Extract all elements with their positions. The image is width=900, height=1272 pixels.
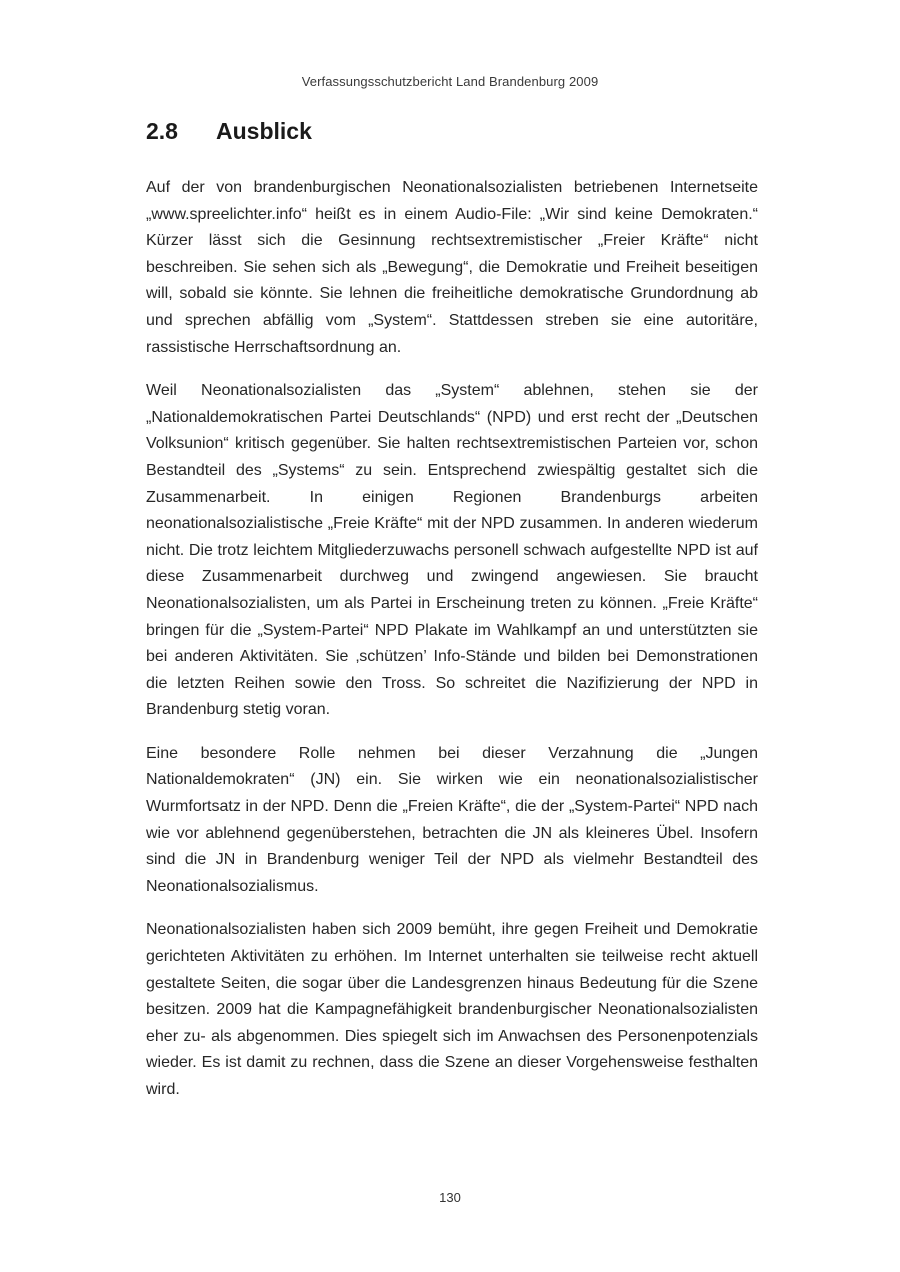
running-header: Verfassungsschutzbericht Land Brandenburg 2009 [301,74,599,89]
paragraph-2: Weil Neonationalsozialisten das „System“ ablehnen, stehen sie der „Nationaldemokratischen Partei Deutschlands“ (NPD) und erst recht der „Deutschen Volksunion“ kritisch gegenüber. Sie halten rechtsextremistischen Parteien vor, schon Bestandteil des „Systems“ zu sein. Entsprechend zwiespältig gestaltet sich die Zusammenarbeit. In einigen Regionen Brandenburgs arbeiten neonationalsozialistische „Freie Kräfte“ mit der NPD zusammen. In anderen wiederum nicht. Die trotz leichtem Mitgliederzuwachs personell schwach aufgestellte NPD ist auf diese Zusammenarbeit durchweg und zwingend angewiesen. Sie braucht Neonationalsozialisten, um als Partei in Erscheinung treten zu können. „Freie Kräfte“ bringen für die „System-Partei“ NPD Plakate im Wahlkampf an und unterstützten sie bei anderen Aktivitäten. Sie ‚schützen’ Info-Stände und bilden bei Demonstrationen die letzten Reihen sowie den Tross. So schreitet die Nazifizierung der NPD in Brandenburg stetig voran. [146,382,758,719]
paragraph-1: Auf der von brandenburgischen Neonationalsozialisten betriebenen Internetseite „www.spreelichter.info“ heißt es in einem Audio-File: „Wir sind keine Demokraten.“ Kürzer lässt sich die Gesinnung rechtsextremistischer „Freier Kräfte“ nicht beschreiben. Sie sehen sich als „Bewegung“, die Demokratie und Freiheit beseitigen will, sobald sie könnte. Sie lehnen die freiheitliche demokratische Grundordnung ab und sprechen abfällig vom „System“. Stattdessen streben sie eine autoritäre, rassistische Herrschaftsordnung an. [146,179,758,356]
section-number: 2.8 [146,118,178,144]
body-text [146,175,758,1121]
page-number: 130 [439,1190,461,1205]
paragraph-4: Neonationalsozialisten haben sich 2009 bemüht, ihre gegen Freiheit und Demokratie gerichteten Aktivitäten zu erhöhen. Im Internet unterhalten sie teilweise recht aktuell gestaltete Seiten, die sogar über die Landesgrenzen hinaus Bedeutung für die Szene besitzen. 2009 hat die Kampagnefähigkeit brandenburgischer Neonationalsozialisten eher zu- als abgenommen. Dies spiegelt sich im Anwachsen des Personenpotenzials wieder. Es ist damit zu rechnen, dass die Szene an dieser Vorgehensweise festhalten wird. [146,921,758,1098]
paragraph-3: Eine besondere Rolle nehmen bei dieser Verzahnung die „Jungen Nationaldemokraten“ (JN) ein. Sie wirken wie ein neonationalsozialistischer Wurmfortsatz in der NPD. Denn die „Freien Kräfte“, die der „System-Partei“ NPD nach wie vor ablehnend gegenüberstehen, betrachten die JN als kleineres Übel. Insofern sind die JN in Brandenburg weniger Teil der NPD als vielmehr Bestandteil des Neonationalsozialismus. [146,744,758,895]
section-heading [146,118,312,145]
section-title: Ausblick [216,118,312,144]
